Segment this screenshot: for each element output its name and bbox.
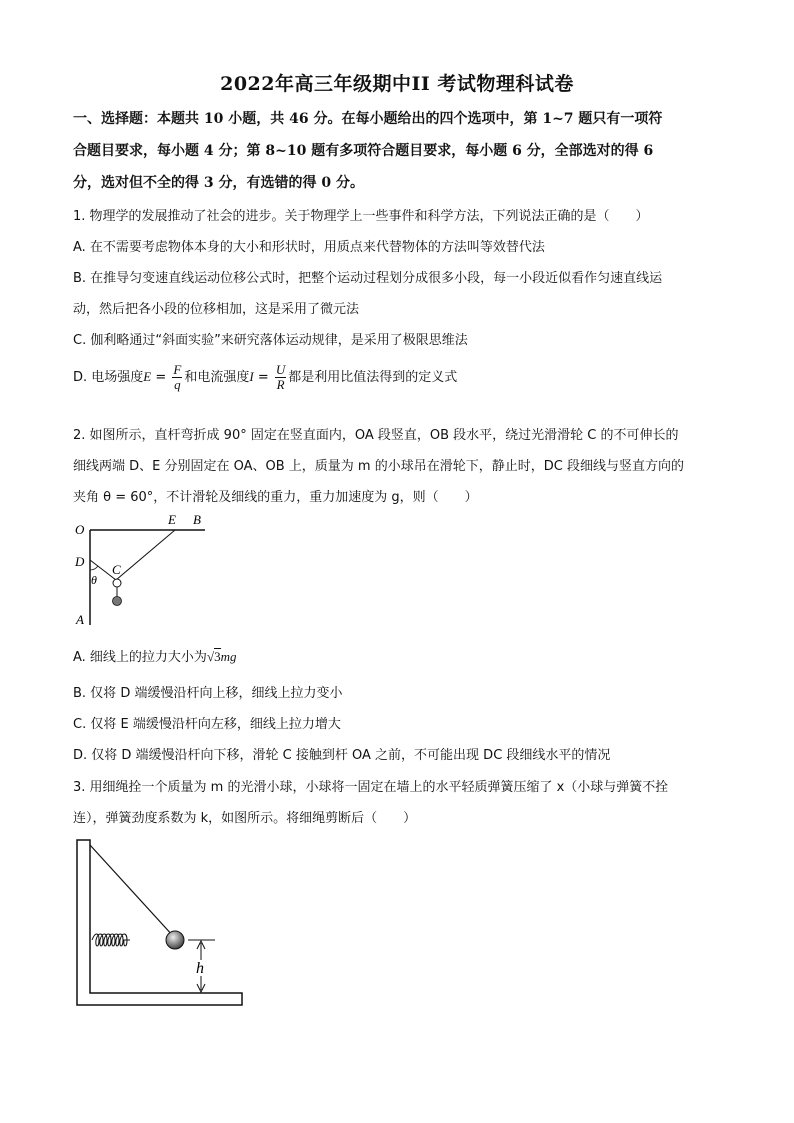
question-2-option-c: C. 仅将 E 端缓慢沿杆向左移，细线上拉力增大 bbox=[73, 717, 341, 732]
question-1-stem: 1. 物理学的发展推动了社会的进步。关于物理学上一些事件和科学方法，下列说法正确的是（ ） bbox=[73, 209, 649, 224]
option-d-prefix: D. 电场强度 bbox=[73, 370, 144, 385]
angle-arc bbox=[90, 566, 98, 570]
label-c: C bbox=[112, 562, 121, 577]
option-d-suffix: 都是利用比值法得到的定义式 bbox=[288, 370, 458, 385]
pulley-c bbox=[113, 579, 121, 587]
question-1-option-d bbox=[73, 362, 733, 393]
label-a: A bbox=[76, 612, 84, 627]
equals-sign: = bbox=[151, 370, 171, 385]
question-1-option-b-cont: 动，然后把各小段的位移相加，这是采用了微元法 bbox=[73, 302, 360, 317]
fraction-f-over-q bbox=[172, 363, 182, 392]
question-2-stem: 2. 如图所示，直杆弯折成 90° 固定在竖直面内，OA 段竖直，OB 段水平，绕过光滑滑轮 C 的不可伸长的 bbox=[73, 428, 679, 443]
option-d-middle: 和电流强度 bbox=[184, 370, 250, 385]
fraction-numerator: U bbox=[275, 362, 286, 377]
equals-sign: = bbox=[253, 370, 273, 385]
option-a-prefix: A. 细线上的拉力大小为 bbox=[73, 650, 207, 665]
section-header-line: 一、选择题：本题共 10 小题，共 46 分。在每小题给出的四个选项中，第 1~7 题只有一项符 bbox=[73, 111, 663, 127]
question-2-option-a bbox=[73, 646, 733, 665]
label-theta: θ bbox=[91, 573, 97, 587]
question-3-stem-cont: 连），弹簧劲度系数为 k，如图所示。将细绳剪断后（ ） bbox=[73, 811, 417, 826]
sqrt-radicand: 3 bbox=[214, 649, 221, 664]
wall-and-floor bbox=[77, 840, 242, 1005]
question-2-figure bbox=[70, 510, 220, 630]
section-header-line: 合题目要求，每小题 4 分；第 8~10 题有多项符合题目要求，每小题 6 分，全部选对的得 6 bbox=[73, 143, 654, 159]
fraction-denominator: q bbox=[174, 377, 181, 392]
fraction-denominator: R bbox=[276, 377, 285, 392]
question-2-option-b: B. 仅将 D 端缓慢沿杆向上移，细线上拉力变小 bbox=[73, 686, 343, 701]
question-1-option-b: B. 在推导匀变速直线运动位移公式时，把整个运动过程划分成很多小段，每一小段近似看作匀速直线运 bbox=[73, 271, 663, 286]
label-o: O bbox=[75, 522, 85, 537]
ball bbox=[113, 597, 122, 606]
sqrt-sign: √ bbox=[206, 649, 215, 664]
question-2-stem-cont: 细线两端 D、E 分别固定在 OA、OB 上，质量为 m 的小球吊在滑轮下，静止时，DC 段细线与竖直方向的 bbox=[73, 459, 684, 474]
question-2-option-d: D. 仅将 D 端缓慢沿杆向下移，滑轮 C 接触到杆 OA 之前，不可能出现 DC 段细线水平的情况 bbox=[73, 748, 611, 763]
fraction-u-over-r bbox=[275, 363, 286, 392]
fraction-numerator: F bbox=[173, 362, 182, 377]
exam-title: 2022年高三年级期中II 考试物理科试卷 bbox=[220, 73, 574, 95]
question-3-stem: 3. 用细绳拴一个质量为 m 的光滑小球，小球将一固定在墙上的水平轻质弹簧压缩了 x（小球与弹簧不拴 bbox=[73, 780, 669, 795]
question-1-option-c: C. 伽利略通过“斜面实验”来研究落体运动规律，是采用了极限思维法 bbox=[73, 333, 468, 348]
label-b: B bbox=[193, 512, 201, 527]
label-d: D bbox=[75, 554, 85, 569]
section-header-line: 分，选对但不全的得 3 分，有选错的得 0 分。 bbox=[73, 175, 364, 191]
string bbox=[90, 845, 174, 937]
symbol-i: I bbox=[249, 369, 254, 384]
ball bbox=[166, 931, 184, 949]
spring bbox=[92, 934, 130, 946]
label-e: E bbox=[168, 512, 176, 527]
question-1-option-a: A. 在不需要考虑物体本身的大小和形状时，用质点来代替物体的方法叫等效替代法 bbox=[73, 240, 545, 255]
label-h: h bbox=[196, 960, 204, 977]
string-ce bbox=[116, 530, 175, 580]
mg-symbol: mg bbox=[220, 649, 237, 664]
question-2-stem-cont: 夹角 θ = 60°，不计滑轮及细线的重力，重力加速度为 g，则（ ） bbox=[73, 490, 478, 505]
symbol-e: E bbox=[143, 369, 152, 384]
question-3-figure bbox=[70, 835, 250, 1015]
